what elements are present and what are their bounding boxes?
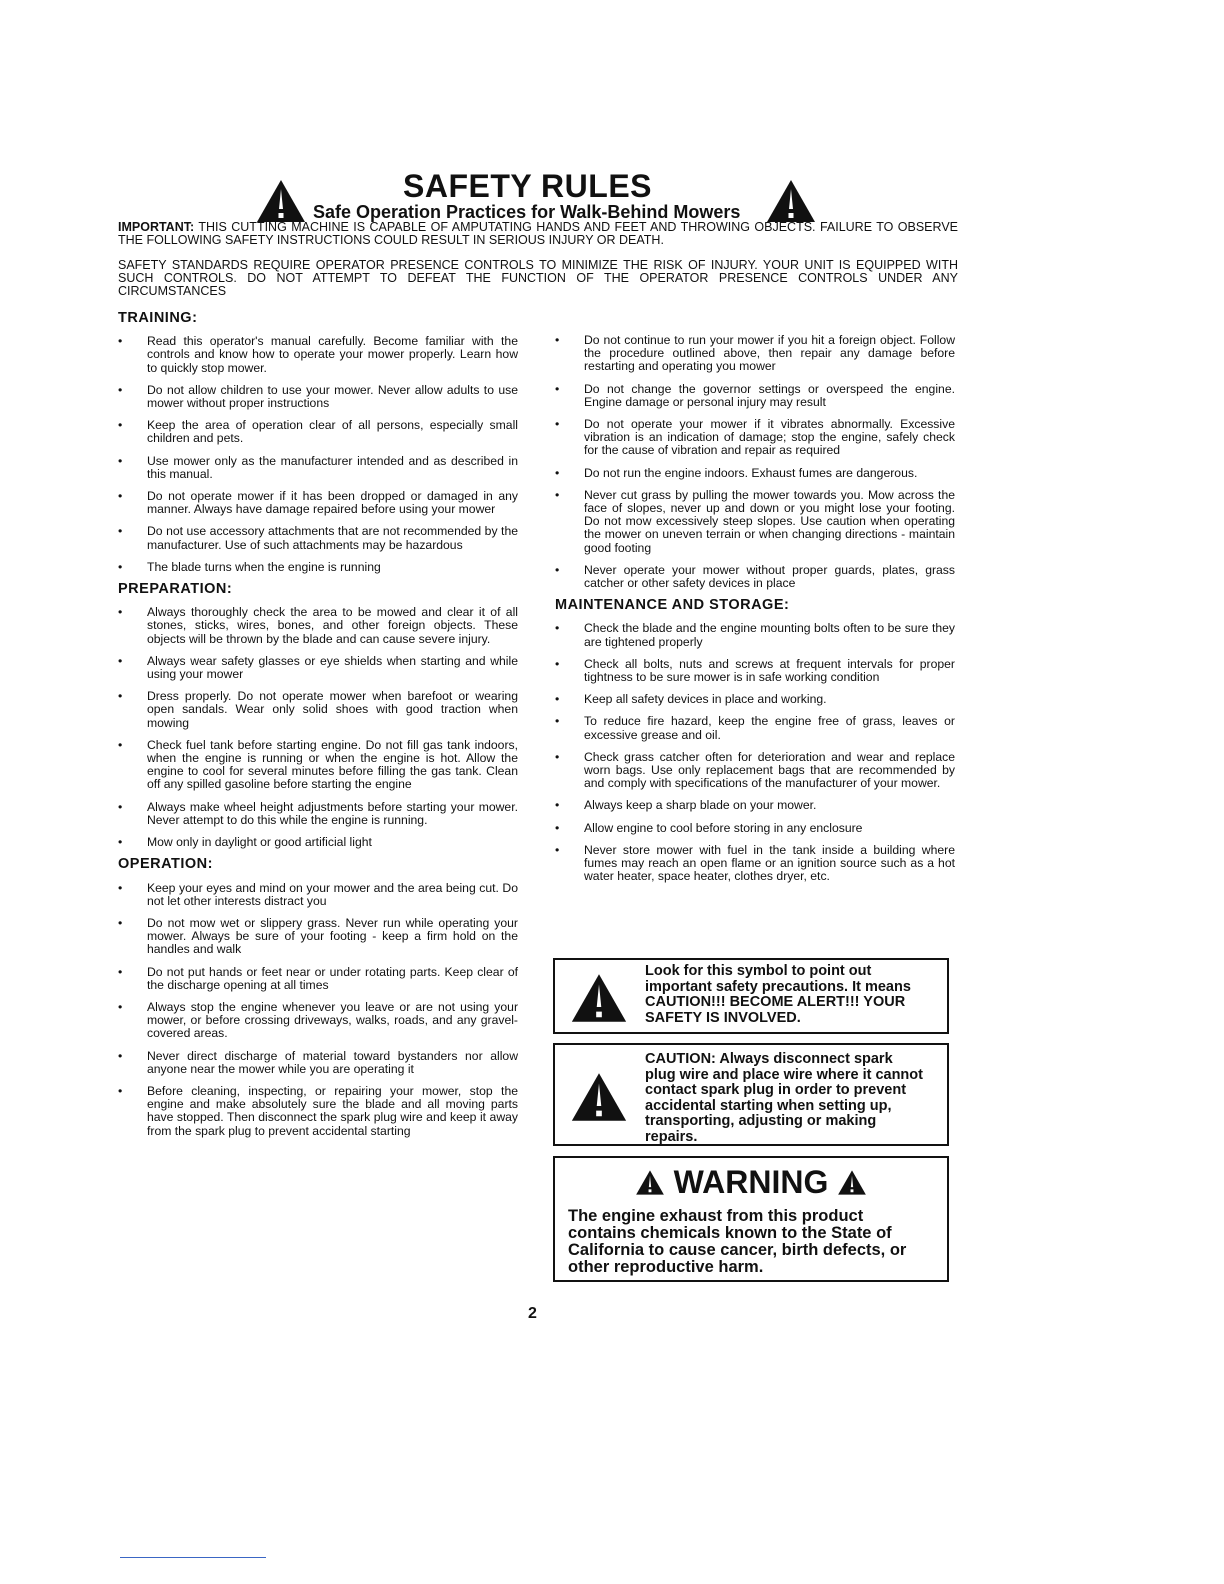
warning-triangle-icon	[837, 1169, 867, 1196]
section-heading-training: TRAINING:	[118, 310, 198, 326]
list-item: • Do not allow children to use your mower. Never allow adults to use mower without proper instructions	[118, 384, 518, 410]
list-item: • Do not operate your mower if it vibrates abnormally. Excessive vibration is an indication of damage; stop the engine, safely check for the cause of vibration and repair as required	[555, 418, 955, 458]
important-label: IMPORTANT:	[118, 220, 195, 234]
list-item: • Do not put hands or feet near or under rotating parts. Keep clear of the discharge opening at all times	[118, 966, 518, 992]
training-list	[118, 335, 518, 574]
safety-symbol-box	[553, 958, 949, 1034]
warning-triangle-icon	[569, 1071, 629, 1123]
important-text: THIS CUTTING MACHINE IS CAPABLE OF AMPUTATING HANDS AND FEET AND THROWING OBJECTS. FAILURE TO OBSERVE THE FOLLOWING SAFETY INSTRUCTIONS COULD RESULT IN SERIOUS INJURY OR DEATH.	[118, 220, 958, 247]
list-item: • Do not use accessory attachments that are not recommended by the manufacturer. Use of such attachments may be hazardous	[118, 525, 518, 551]
list-item: • Check the blade and the engine mounting bolts often to be sure they are tightened properly	[555, 622, 955, 648]
list-item: • Never direct discharge of material toward bystanders nor allow anyone near the mower while you are operating it	[118, 1050, 518, 1076]
warning-text: The engine exhaust from this product contains chemicals known to the State of California to cause cancer, birth defects, or other reproductive harm.	[568, 1207, 907, 1276]
list-item: • Check fuel tank before starting engine. Do not fill gas tank indoors, when the engine is running or when the engine is hot. Allow the engine to cool for several minutes before filling the gas tank. Clean off any spilled gasoline before starting the engine	[118, 739, 518, 792]
warning-heading-row	[555, 1164, 947, 1201]
list-item: • Do not change the governor settings or overspeed the engine. Engine damage or personal injury may result	[555, 383, 955, 409]
warning-triangle-icon	[569, 972, 629, 1024]
list-item: • Never store mower with fuel in the tank inside a building where fumes may reach an open flame or an ignition source such as a hot water heater, space heater, clothes dryer, etc.	[555, 844, 955, 884]
preparation-list	[118, 606, 518, 849]
caution-box	[553, 1043, 949, 1146]
list-item: • Keep the area of operation clear of all persons, especially small children and pets.	[118, 419, 518, 445]
maintenance-list	[555, 622, 955, 883]
section-heading-operation: OPERATION:	[118, 856, 213, 873]
page-number: 2	[528, 1305, 537, 1322]
list-item: • Use mower only as the manufacturer intended and as described in this manual.	[118, 455, 518, 481]
list-item: • Do not operate mower if it has been dropped or damaged in any manner. Always have damage repaired before using your mower	[118, 490, 518, 516]
list-item: • Always thoroughly check the area to be mowed and clear it of all stones, sticks, wires, bones, and other foreign objects. These objects will be thrown by the blade and can cause severe injury.	[118, 606, 518, 646]
warning-triangle-icon	[255, 178, 307, 224]
list-item: • Always stop the engine whenever you leave or are not using your mower, or before crossing driveways, walks, roads, and any gravel-covered areas.	[118, 1001, 518, 1041]
important-notice	[118, 221, 958, 247]
warning-triangle-icon	[635, 1169, 665, 1196]
list-item: • Before cleaning, inspecting, or repairing your mower, stop the engine and make absolutely sure the blade and all moving parts have stopped. Then disconnect the spark plug wire and keep it away from the spark plug to prevent accidental starting	[118, 1085, 518, 1138]
list-item: • Do not run the engine indoors. Exhaust fumes are dangerous.	[555, 467, 955, 480]
list-item: • Dress properly. Do not operate mower when barefoot or wearing open sandals. Wear only solid shoes with good traction when mowing	[118, 690, 518, 730]
list-item: • Never operate your mower without proper guards, plates, grass catcher or other safety devices in place	[555, 564, 955, 590]
list-item: • Read this operator's manual carefully. Become familiar with the controls and know how to operate your mower properly. Learn how to quickly stop mower.	[118, 335, 518, 375]
list-item: • Never cut grass by pulling the mower towards you. Mow across the face of slopes, never up and down or you might lose your footing. Do not mow excessively steep slopes. Use caution when operating the mower on uneven terrain or when changing directions - maintain good footing	[555, 489, 955, 555]
operation-list	[118, 882, 518, 1138]
page-title: SAFETY RULES	[403, 168, 652, 204]
left-column	[118, 312, 518, 1147]
list-item: • Check all bolts, nuts and screws at frequent intervals for proper tightness to be sure mower is in safe working condition	[555, 658, 955, 684]
caution-text: CAUTION: Always disconnect spark plug wire and place wire where it cannot contact spark plug in order to prevent accidental starting when setting up, transporting, adjusting or making repairs.	[645, 1051, 923, 1145]
warning-heading: WARNING	[673, 1164, 829, 1200]
section-heading-maintenance: MAINTENANCE AND STORAGE:	[555, 597, 790, 614]
warning-box	[553, 1156, 949, 1282]
list-item: • Keep all safety devices in place and working.	[555, 693, 955, 706]
safety-symbol-text: Look for this symbol to point out important safety precautions. It means CAUTION!!! BECOME ALERT!!! YOUR SAFETY IS INVOLVED.	[645, 963, 911, 1026]
list-item: • Always wear safety glasses or eye shields when starting and while using your mower	[118, 655, 518, 681]
footer-divider	[120, 1557, 266, 1558]
standards-notice: SAFETY STANDARDS REQUIRE OPERATOR PRESENCE CONTROLS TO MINIMIZE THE RISK OF INJURY. YOUR UNIT IS EQUIPPED WITH SUCH CONTROLS. DO NOT ATTEMPT TO DEFEAT THE FUNCTION OF THE OPERATOR PRESENCE CONTROLS UNDER ANY CIRCUMSTANCES	[118, 258, 958, 298]
page-subtitle: Safe Operation Practices for Walk-Behind Mowers	[313, 202, 741, 222]
warning-triangle-icon	[765, 178, 817, 224]
list-item: • Allow engine to cool before storing in any enclosure	[555, 822, 955, 835]
list-item: • To reduce fire hazard, keep the engine free of grass, leaves or excessive grease and oil.	[555, 715, 955, 741]
list-item: • Check grass catcher often for deterioration and wear and replace worn bags. Use only replacement bags that are recommended by and comply with specifications of the manufacturer of your mower.	[555, 751, 955, 791]
section-heading-preparation: PREPARATION:	[118, 581, 233, 598]
list-item: • Mow only in daylight or good artificial light	[118, 836, 518, 849]
list-item: • Always make wheel height adjustments before starting your mower. Never attempt to do this while the engine is running.	[118, 801, 518, 827]
list-item: • Keep your eyes and mind on your mower and the area being cut. Do not let other interests distract you	[118, 882, 518, 908]
operation-continued-list	[555, 334, 955, 590]
list-item: • Do not mow wet or slippery grass. Never run while operating your mower. Always be sure of your footing - keep a firm hold on the handles and walk	[118, 917, 518, 957]
right-column	[555, 334, 955, 893]
list-item: • The blade turns when the engine is running	[118, 561, 518, 574]
list-item: • Always keep a sharp blade on your mower.	[555, 799, 955, 812]
list-item: • Do not continue to run your mower if you hit a foreign object. Follow the procedure outlined above, then repair any damage before restarting and operating you mower	[555, 334, 955, 374]
